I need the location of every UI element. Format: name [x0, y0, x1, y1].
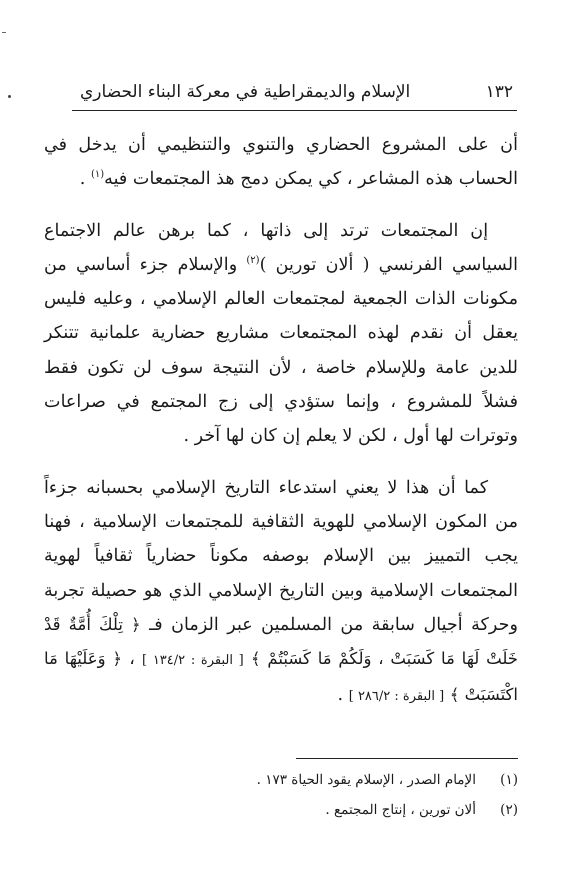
quran-quote-2: ﴿ وَعَلَيْهَا مَا اكْتَسَبَتْ ﴾ [44, 649, 518, 705]
footnote-2 [44, 795, 518, 825]
footnotes [44, 765, 518, 825]
footnote-ref-2: (٢) [246, 255, 260, 267]
quran-ref-1: [ البقرة : ١٣٤/٢ ] [142, 653, 244, 669]
paragraph-3 [44, 471, 518, 715]
body-text [44, 128, 518, 732]
paragraph-1 [44, 128, 518, 197]
quote-separator: ، [122, 649, 143, 670]
quran-ref-2: [ البقرة : ٢٨٦/٢ ] [348, 689, 445, 705]
footnote-2-text: ألان تورين ، إنتاج المجتمع . [325, 802, 476, 818]
running-title: الإسلام والديمقراطية في معركة البناء الحضاري [80, 82, 411, 102]
scan-mark [2, 32, 6, 33]
paragraph-2-text-a: إن المجتمعات ترتد إلى ذاتها ، كما برهن عالم الاجتماع السياسي الفرنسي ( ألان تورين ) [44, 220, 519, 275]
footnote-rule [296, 758, 518, 759]
paragraph-2 [44, 214, 518, 454]
paragraph-1-text: أن على المشروع الحضاري والتنوي والتنظيمي أن يدخل في الحساب هذه المشاعر ، كي يمكن دمج هذ المجتمعات فيه [44, 135, 518, 190]
footnote-1 [44, 765, 518, 795]
paragraph-1-tail: . [79, 169, 91, 190]
running-header [72, 78, 517, 106]
quran-quote-1: ﴿ تِلْكَ أُمَّةٌ قَدْ خَلَتْ لَهَا مَا كَسَبَتْ ، وَلَكُمْ مَا كَسَبْتُمْ ﴾ [44, 614, 519, 669]
paragraph-3-tail: . [337, 685, 349, 706]
footnote-1-number: (١) [500, 772, 518, 788]
page-number: ١٣٢ [485, 82, 513, 102]
footnote-1-text: الإمام الصدر ، الإسلام يقود الحياة ١٧٣ . [256, 772, 476, 788]
paragraph-3-text: كما أن هذا لا يعني استدعاء التاريخ الإسلامي بحسبانه جزءاً من المكون الإسلامي للهوية الثقافية للمجتمعات الإسلامية ، فهنا يجب التمييز بين الإسلام بوصفه مكوناً حضارياً ثقافياً لهوية المجتمعات الإسلامية وبين التاريخ الإسلامي الذي هو حصيلة تجربة وحركة أجيال سابقة من المسلمين عبر الزمان فـ [44, 477, 518, 635]
footnote-ref-1: (١) [90, 169, 105, 181]
footnote-2-number: (٢) [500, 802, 518, 818]
paragraph-2-text-b: والإسلام جزء أساسي من مكونات الذات الجمعية لمجتمعات العالم الإسلامي ، وعليه فليس يعقل أن نقدم لهذه المجتمعات مشاريع حضارية علمانية تتنكر للدين عامة وللإسلام خاصة ، لأن النتيجة سوف لن تكون فقط فشلاً للمشروع ، وإنما ستؤدي إلى زج المجتمع في صراعات وتوترات لها أول ، لكن لا يعلم إن كان لها آخر . [44, 254, 518, 447]
scan-dot [8, 95, 11, 98]
header-rule [72, 110, 517, 111]
